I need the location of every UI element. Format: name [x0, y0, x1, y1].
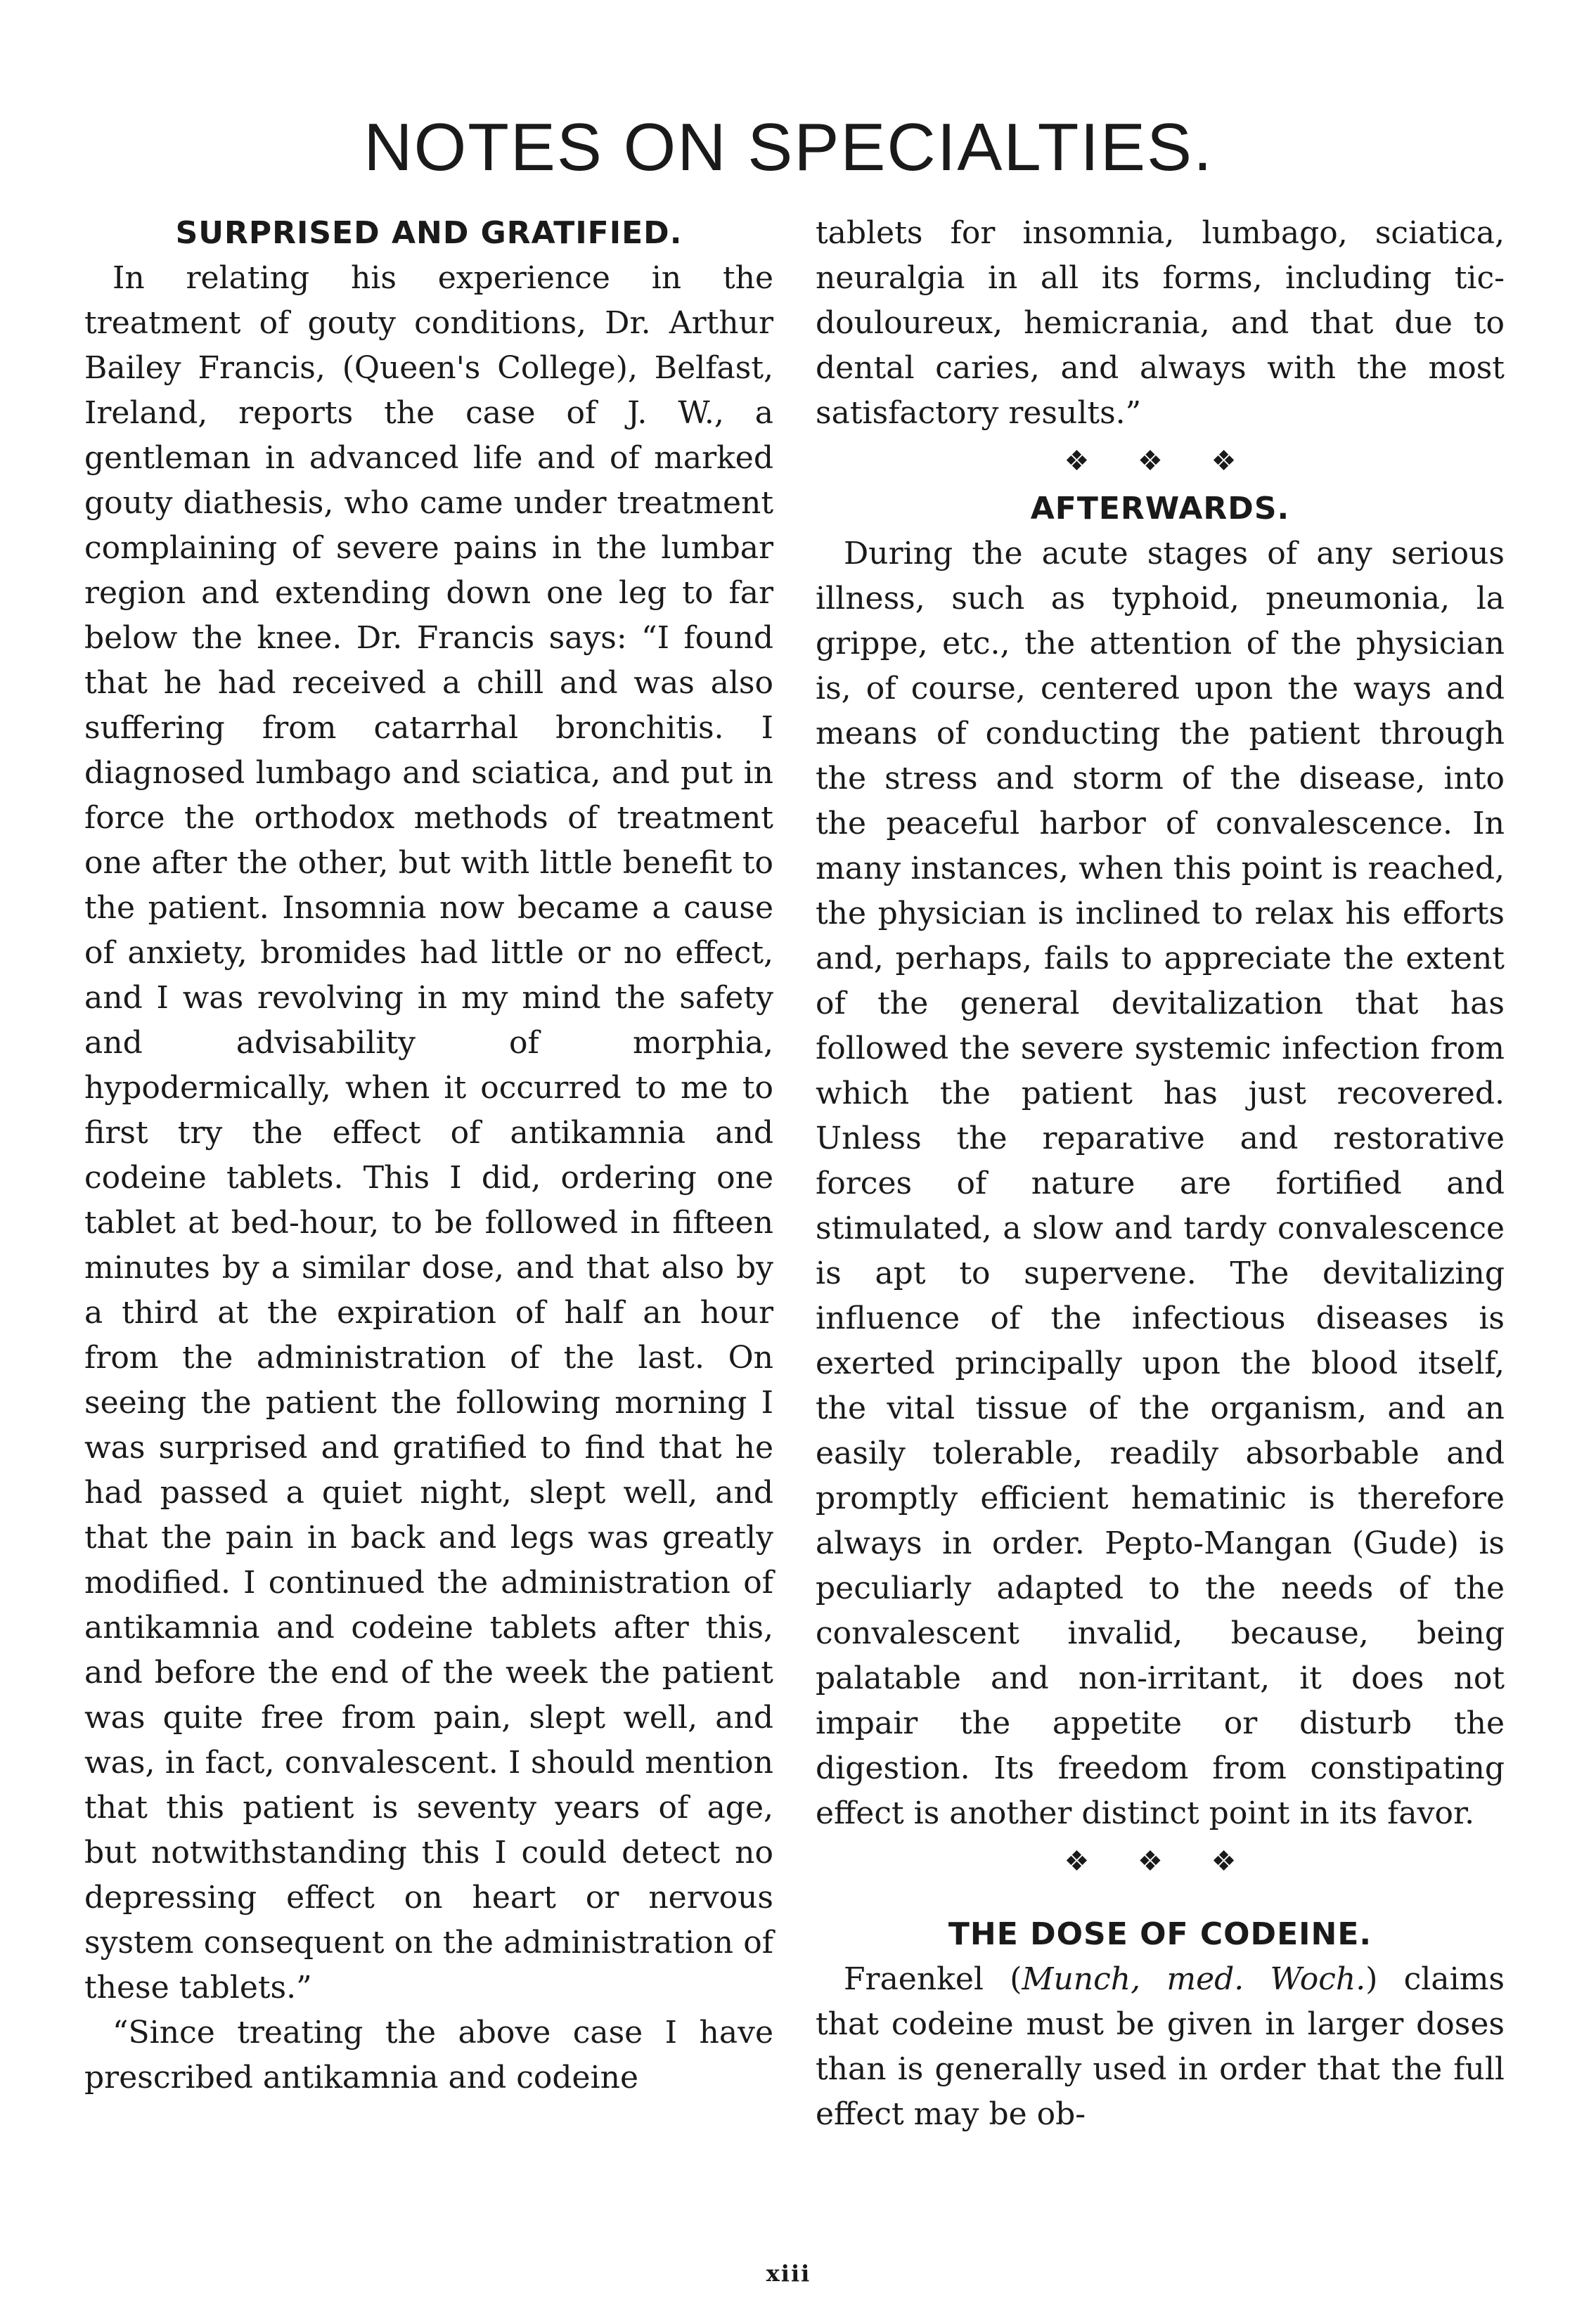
codeine-text-rest: ) claims that codeine must be given in larger doses than is generally used in order that the full effect may be ob- — [816, 1961, 1505, 2132]
section-heading-surprised: SURPRISED AND GRATIFIED. — [175, 215, 683, 251]
afterwards-paragraph: During the acute stages of any serious illness, such as typhoid, pneumonia, la grippe, etc., the attention of the physician is, of course, centered upon the ways and means of conducting the patient through the stress and storm of the disease, into the peaceful harbor of convalescence. In many instances, when this point is reached, the physician is inclined to relax his efforts and, perhaps, fails to appreciate the extent of the general devitalization that has followed the severe systemic infection from which the patient has just recovered. Unless the reparative and restorative forces of nature are fortified and stimulated, a slow and tardy convalescence is apt to supervene. The devitalizing influence of the infectious diseases is exerted principally upon the blood itself, the vital tissue of the organism, and an easily tolerable, readily absorbable and promptly efficient hematinic is therefore always in order. Pepto-Mangan (Gude) is peculiarly adapted to the needs of the convalescent invalid, because, being palatable and non-irritant, it does not impair the appetite or disturb the digestion. Its freedom from constipating effect is another distinct point in its favor. — [816, 536, 1505, 1831]
surprised-paragraph-continued: tablets for insomnia, lumbago, sciatica, neuralgia in all its forms, including tic-douloureux, hemicrania, and that due to dental caries, and always with the most satisfactory results.” — [816, 215, 1505, 431]
right-column — [816, 211, 1505, 2137]
section-heading-codeine: THE DOSE OF CODEINE. — [948, 1916, 1372, 1952]
section-divider-ornament: ❖ ❖ ❖ — [1064, 445, 1256, 477]
surprised-paragraph-2: “Since treating the above case I have prescribed antikamnia and codeine — [84, 2015, 773, 2096]
codeine-text-start: Fraenkel ( — [844, 1961, 1022, 1997]
page-folio: xiii — [766, 2260, 811, 2287]
left-column — [84, 211, 773, 2100]
section-heading-afterwards: AFTERWARDS. — [1030, 491, 1290, 527]
surprised-paragraph-1: In relating his experience in the treatment of gouty conditions, Dr. Arthur Bailey Francis, (Queen's College), Belfast, Ireland, reports the case of J. W., a gentleman in advanced life and of marked gouty diathesis, who came under treatment complaining of severe pains in the lumbar region and extending down one leg to far below the knee. Dr. Francis says: “I found that he had received a chill and was also suffering from catarrhal bronchitis. I diagnosed lumbago and sciatica, and put in force the orthodox methods of treatment one after the other, but with little benefit to the patient. Insomnia now became a cause of anxiety, bromides had little or no effect, and I was revolving in my mind the safety and advisability of morphia, hypodermically, when it occurred to me to first try the effect of antikamnia and codeine tablets. This I did, ordering one tablet at bed-hour, to be followed in fifteen minutes by a similar dose, and that also by a third at the expiration of half an hour from the administration of the last. On seeing the patient the following morning I was surprised and gratified to find that he had passed a quiet night, slept well, and that the pain in back and legs was greatly modified. I continued the administration of antikamnia and codeine tablets after this, and before the end of the week the patient was quite free from pain, slept well, and was, in fact, convalescent. I should mention that this patient is seventy years of age, but notwithstanding this I could detect no depressing effect on heart or nervous system consequent on the administration of these tablets.” — [84, 260, 773, 2006]
codeine-source-citation: Munch, med. Woch. — [1022, 1961, 1366, 1997]
page-title: NOTES ON SPECIALTIES. — [363, 110, 1214, 185]
section-divider-ornament-2: ❖ ❖ ❖ — [1064, 1845, 1256, 1878]
codeine-paragraph — [816, 1957, 1505, 2137]
